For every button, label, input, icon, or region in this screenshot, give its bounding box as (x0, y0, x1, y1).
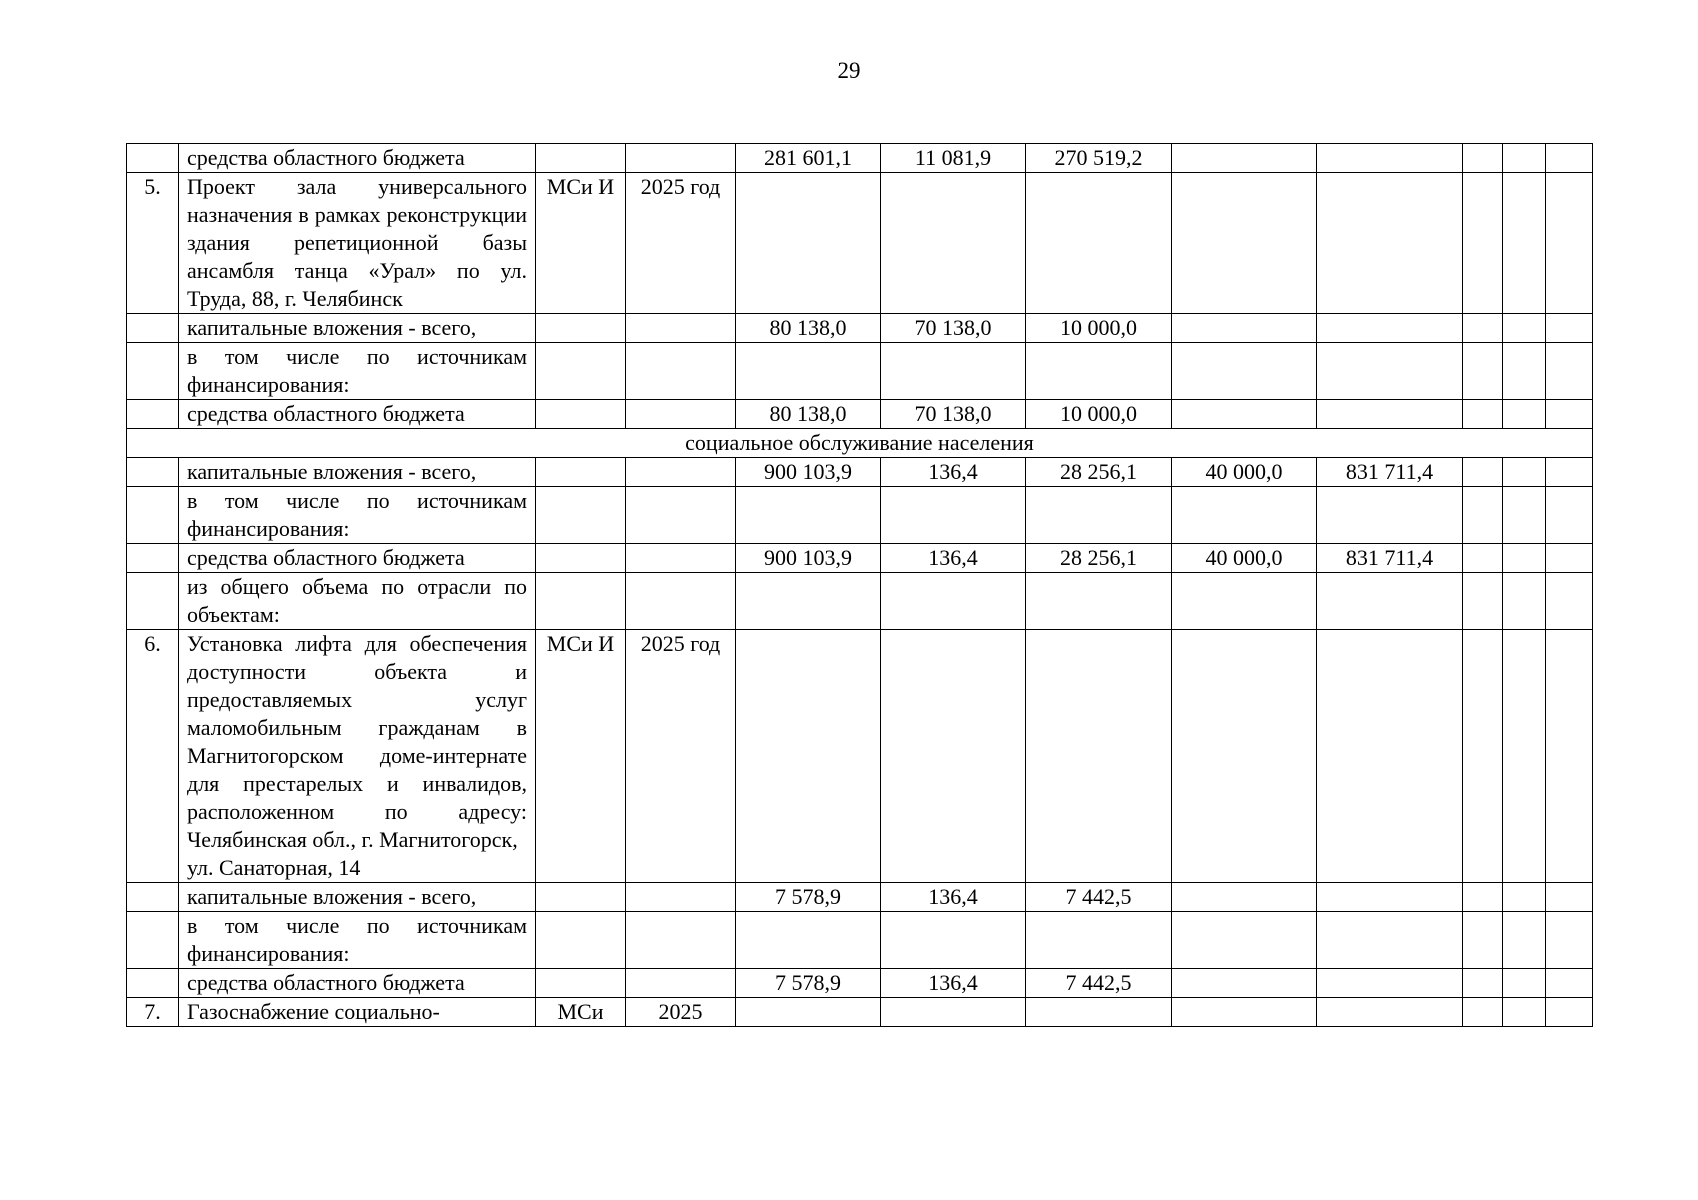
row-value-4 (1172, 314, 1317, 343)
row-value-5 (1317, 144, 1463, 173)
row-name: средства областного бюджета (179, 969, 536, 998)
row-value-5 (1317, 343, 1463, 400)
row-value-4 (1172, 343, 1317, 400)
row-year (626, 400, 736, 429)
empty-cell (1503, 144, 1546, 173)
row-name: в том числе по источникам финансирования: (179, 343, 536, 400)
row-executor (536, 573, 626, 630)
empty-cell (1503, 630, 1546, 883)
row-value-5 (1317, 883, 1463, 912)
table-row (127, 173, 1593, 314)
row-number (127, 487, 179, 544)
row-number (127, 883, 179, 912)
empty-cell (1463, 487, 1503, 544)
row-value-4 (1172, 573, 1317, 630)
row-year (626, 458, 736, 487)
row-number (127, 573, 179, 630)
empty-cell (1463, 343, 1503, 400)
row-value-5 (1317, 573, 1463, 630)
row-value-5 (1317, 314, 1463, 343)
row-number (127, 343, 179, 400)
row-year (626, 544, 736, 573)
table-row (127, 458, 1593, 487)
row-value-5 (1317, 630, 1463, 883)
table-row (127, 487, 1593, 544)
row-value-2 (881, 487, 1026, 544)
row-value-4 (1172, 912, 1317, 969)
empty-cell (1463, 544, 1503, 573)
page-number: 29 (837, 58, 861, 83)
row-value-4: 40 000,0 (1172, 458, 1317, 487)
row-executor (536, 144, 626, 173)
empty-cell (1546, 573, 1593, 630)
empty-cell (1503, 458, 1546, 487)
row-value-1: 7 578,9 (736, 883, 881, 912)
row-value-3 (1026, 630, 1172, 883)
empty-cell (1463, 173, 1503, 314)
budget-table (126, 143, 1593, 1027)
row-value-2 (881, 630, 1026, 883)
empty-cell (1503, 343, 1546, 400)
row-year (626, 912, 736, 969)
row-value-4 (1172, 998, 1317, 1027)
empty-cell (1463, 458, 1503, 487)
row-value-2 (881, 173, 1026, 314)
empty-cell (1503, 969, 1546, 998)
row-value-4 (1172, 400, 1317, 429)
row-value-4 (1172, 630, 1317, 883)
row-year (626, 487, 736, 544)
row-value-1: 900 103,9 (736, 544, 881, 573)
row-executor (536, 458, 626, 487)
empty-cell (1546, 458, 1593, 487)
row-value-3: 28 256,1 (1026, 458, 1172, 487)
row-number (127, 912, 179, 969)
table-row (127, 912, 1593, 969)
row-year: 2025 год (626, 173, 736, 314)
row-value-1: 900 103,9 (736, 458, 881, 487)
empty-cell (1463, 400, 1503, 429)
row-executor (536, 314, 626, 343)
empty-cell (1503, 314, 1546, 343)
row-value-3: 10 000,0 (1026, 314, 1172, 343)
section-heading: социальное обслуживание населения (127, 429, 1593, 458)
row-value-3 (1026, 343, 1172, 400)
table-row (127, 343, 1593, 400)
row-value-2: 136,4 (881, 458, 1026, 487)
row-value-3: 10 000,0 (1026, 400, 1172, 429)
row-value-1: 80 138,0 (736, 400, 881, 429)
row-value-1 (736, 998, 881, 1027)
empty-cell (1503, 912, 1546, 969)
row-name: в том числе по источникам финансирования: (179, 912, 536, 969)
row-name: капитальные вложения - всего, (179, 883, 536, 912)
empty-cell (1463, 573, 1503, 630)
empty-cell (1503, 573, 1546, 630)
row-value-3 (1026, 912, 1172, 969)
table-row (127, 544, 1593, 573)
row-value-3 (1026, 998, 1172, 1027)
row-value-1: 7 578,9 (736, 969, 881, 998)
row-name: из общего объема по отрасли по объектам: (179, 573, 536, 630)
row-name: капитальные вложения - всего, (179, 458, 536, 487)
table-row (127, 969, 1593, 998)
empty-cell (1503, 173, 1546, 314)
row-value-2 (881, 912, 1026, 969)
row-value-2 (881, 998, 1026, 1027)
row-value-1 (736, 573, 881, 630)
row-value-1 (736, 173, 881, 314)
row-value-4 (1172, 173, 1317, 314)
table-row (127, 400, 1593, 429)
row-value-1: 281 601,1 (736, 144, 881, 173)
row-value-4 (1172, 144, 1317, 173)
row-name: средства областного бюджета (179, 144, 536, 173)
row-value-2 (881, 573, 1026, 630)
row-executor (536, 544, 626, 573)
table-row (127, 144, 1593, 173)
table-row (127, 998, 1593, 1027)
row-executor (536, 912, 626, 969)
row-year: 2025 год (626, 630, 736, 883)
row-number: 6. (127, 630, 179, 883)
row-value-4: 40 000,0 (1172, 544, 1317, 573)
row-value-2: 136,4 (881, 544, 1026, 573)
row-value-3 (1026, 487, 1172, 544)
row-number (127, 458, 179, 487)
row-year (626, 343, 736, 400)
row-executor (536, 969, 626, 998)
row-value-2: 11 081,9 (881, 144, 1026, 173)
row-executor (536, 343, 626, 400)
row-value-2: 70 138,0 (881, 314, 1026, 343)
row-name: Газоснабжение социально- (179, 998, 536, 1027)
empty-cell (1546, 487, 1593, 544)
row-value-5 (1317, 400, 1463, 429)
empty-cell (1546, 544, 1593, 573)
table-row (127, 314, 1593, 343)
empty-cell (1463, 912, 1503, 969)
table-row (127, 630, 1593, 883)
row-number: 5. (127, 173, 179, 314)
row-name: в том числе по источникам финансирования: (179, 487, 536, 544)
empty-cell (1503, 544, 1546, 573)
empty-cell (1546, 314, 1593, 343)
row-year (626, 144, 736, 173)
row-value-5: 831 711,4 (1317, 458, 1463, 487)
empty-cell (1503, 487, 1546, 544)
row-name (179, 630, 536, 883)
row-value-3 (1026, 173, 1172, 314)
row-value-3: 270 519,2 (1026, 144, 1172, 173)
empty-cell (1463, 144, 1503, 173)
row-value-3: 7 442,5 (1026, 969, 1172, 998)
row-number (127, 969, 179, 998)
row-executor (536, 883, 626, 912)
row-value-3: 28 256,1 (1026, 544, 1172, 573)
row-value-5 (1317, 173, 1463, 314)
row-value-5 (1317, 998, 1463, 1027)
empty-cell (1503, 998, 1546, 1027)
row-value-1 (736, 343, 881, 400)
empty-cell (1463, 314, 1503, 343)
row-executor: МСи И (536, 630, 626, 883)
row-value-1: 80 138,0 (736, 314, 881, 343)
row-name: средства областного бюджета (179, 544, 536, 573)
row-value-2: 136,4 (881, 969, 1026, 998)
row-value-5 (1317, 969, 1463, 998)
row-value-4 (1172, 969, 1317, 998)
empty-cell (1546, 343, 1593, 400)
row-value-1 (736, 912, 881, 969)
empty-cell (1546, 144, 1593, 173)
row-name: капитальные вложения - всего, (179, 314, 536, 343)
row-year (626, 883, 736, 912)
empty-cell (1546, 883, 1593, 912)
row-name-tail: ул. Санаторная, 14 (187, 855, 361, 880)
row-value-1 (736, 630, 881, 883)
row-name-main: Установка лифта для обеспечения доступности объекта и предоставляемых услуг маломобильным гражданам в Магнитогорском доме-интернате для престарелых и инвалидов, расположенном по адресу: Челябинская обл., г. Магнитогорск, (187, 631, 527, 852)
row-value-2: 70 138,0 (881, 400, 1026, 429)
row-number (127, 144, 179, 173)
row-name: средства областного бюджета (179, 400, 536, 429)
row-value-1 (736, 487, 881, 544)
empty-cell (1546, 912, 1593, 969)
row-year (626, 314, 736, 343)
row-executor (536, 487, 626, 544)
row-number: 7. (127, 998, 179, 1027)
row-value-4 (1172, 487, 1317, 544)
row-value-3 (1026, 573, 1172, 630)
empty-cell (1546, 400, 1593, 429)
row-value-3: 7 442,5 (1026, 883, 1172, 912)
row-year: 2025 (626, 998, 736, 1027)
empty-cell (1463, 969, 1503, 998)
row-value-2 (881, 343, 1026, 400)
row-executor (536, 400, 626, 429)
table-row (127, 883, 1593, 912)
row-value-2: 136,4 (881, 883, 1026, 912)
empty-cell (1503, 400, 1546, 429)
row-value-5 (1317, 912, 1463, 969)
empty-cell (1463, 883, 1503, 912)
empty-cell (1546, 998, 1593, 1027)
row-executor: МСи И (536, 173, 626, 314)
empty-cell (1546, 173, 1593, 314)
row-year (626, 969, 736, 998)
row-executor: МСи (536, 998, 626, 1027)
table-row (127, 573, 1593, 630)
row-year (626, 573, 736, 630)
empty-cell (1503, 883, 1546, 912)
empty-cell (1546, 630, 1593, 883)
empty-cell (1463, 630, 1503, 883)
row-number (127, 314, 179, 343)
row-value-5 (1317, 487, 1463, 544)
empty-cell (1546, 969, 1593, 998)
section-heading-row (127, 429, 1593, 458)
empty-cell (1463, 998, 1503, 1027)
row-number (127, 400, 179, 429)
row-number (127, 544, 179, 573)
row-name: Проект зала универсального назначения в рамках реконструкции здания репетиционной базы ансамбля танца «Урал» по ул. Труда, 88, г. Челябинск (179, 173, 536, 314)
row-value-4 (1172, 883, 1317, 912)
row-value-5: 831 711,4 (1317, 544, 1463, 573)
